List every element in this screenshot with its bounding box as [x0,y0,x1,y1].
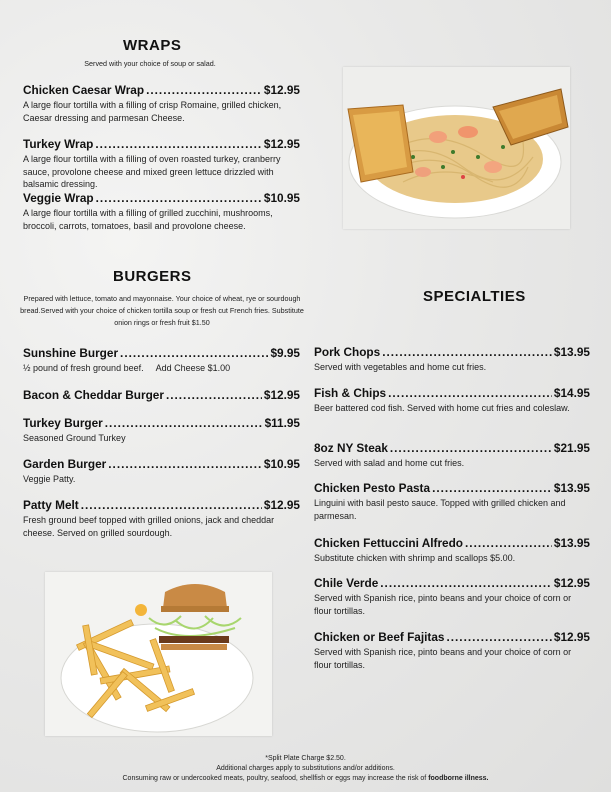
item-description: Beer battered cod fish. Served with home cut fries and coleslaw. [314,403,570,413]
item-name: Bacon & Cheddar Burger [23,388,164,402]
item-name: Garden Burger [23,457,107,471]
menu-item-chicken-fettuccini-alfredo [314,536,590,565]
item-price: $13.95 [553,481,590,495]
pasta-photo [343,67,570,229]
item-price: $12.95 [263,137,300,151]
item-name: Pork Chops [314,345,381,359]
item-price: $13.95 [553,536,590,550]
menu-item-pork-chops [314,345,590,374]
footer-notes [0,754,611,784]
leader-dots [380,576,552,590]
specialties-title: SPECIALTIES [423,288,526,305]
item-description: Served with Spanish rice, pinto beans and your choice of corn or flour tortillas. [314,647,572,670]
item-description: Served with Spanish rice, pinto beans and your choice of corn or flour tortillas. [314,593,572,616]
split-plate-note: *Split Plate Charge $2.50. [265,755,346,762]
health-warning [0,774,611,784]
leader-dots [105,416,263,430]
item-price: $14.95 [553,386,590,400]
leader-dots [146,83,262,97]
item-price: $12.95 [263,388,300,402]
item-price: $12.95 [553,576,590,590]
leader-dots [382,345,552,359]
item-name: Patty Melt [23,498,79,512]
item-name: Chicken Fettuccini Alfredo [314,536,464,550]
item-price: $21.95 [553,441,590,455]
item-description: Substitute chicken with shrimp and scallops $5.00. [314,553,516,563]
item-price: $11.95 [264,416,300,430]
item-price: $9.95 [270,346,300,360]
item-description: ½ pound of fresh ground beef. Add Cheese $1.00 [23,363,231,373]
menu-item-chicken-caesar-wrap [23,83,300,124]
item-name: Chicken or Beef Fajitas [314,630,445,644]
item-description: Fresh ground beef topped with grilled onions, jack and cheddar cheese. Served on grilled sourdough. [23,515,275,538]
item-description: A large flour tortilla with a filling of grilled zucchini, mushrooms, broccoli, carrots, tomatoes, basil and provolone cheese. [23,208,273,231]
item-description: A large flour tortilla with a filling of crisp Romaine, grilled chicken, Caesar dressing and parmesan Cheese. [23,100,282,123]
burger-photo [45,572,272,736]
health-warning-text: Consuming raw or undercooked meats, poultry, seafood, shellfish or eggs may increase the risk of [122,775,427,782]
leader-dots [388,386,552,400]
item-name: Fish & Chips [314,386,387,400]
item-name: 8oz NY Steak [314,441,388,455]
leader-dots [432,481,552,495]
wraps-title: WRAPS [123,37,182,54]
burgers-note: Prepared with lettuce, tomato and mayonnaise. Your choice of wheat, rye or sourdough bread.Served with your choice of chicken tortilla soup or fresh cut French fries. Substitute onion rings or fresh fruit $1.50 [20,294,304,327]
menu-item-fish-chips [314,386,590,415]
item-price: $12.95 [263,498,300,512]
menu-item-turkey-burger [23,416,300,445]
menu-item-chile-verde [314,576,590,617]
menu-item-veggie-wrap [23,191,300,232]
item-name: Chile Verde [314,576,379,590]
item-description: Seasoned Ground Turkey [23,433,126,443]
leader-dots [446,630,551,644]
menu-item-ny-steak [314,441,590,470]
item-description: A large flour tortilla with a filling of oven roasted turkey, cranberry sauce, provolone cheese and mixed green lettuce drizzled with balsamic dressing. [23,154,281,189]
wraps-note: Served with your choice of soup or salad. [84,59,216,68]
leader-dots [96,191,262,205]
leader-dots [95,137,262,151]
item-price: $10.95 [263,191,300,205]
item-description: Served with vegetables and home cut fries. [314,362,487,372]
substitution-note: Additional charges apply to substitutions and/or additions. [216,765,395,772]
item-name: Sunshine Burger [23,346,119,360]
item-name: Chicken Pesto Pasta [314,481,431,495]
health-warning-bold: foodborne illness. [428,775,489,782]
menu-item-turkey-wrap [23,137,300,191]
menu-item-patty-melt [23,498,300,539]
leader-dots [108,457,262,471]
leader-dots [81,498,262,512]
item-price: $10.95 [263,457,300,471]
item-price: $12.95 [553,630,590,644]
item-price: $13.95 [553,345,590,359]
menu-item-fajitas [314,630,590,671]
menu-item-sunshine-burger [23,346,300,375]
item-name: Turkey Wrap [23,137,94,151]
leader-dots [120,346,268,360]
leader-dots [166,388,262,402]
item-name: Veggie Wrap [23,191,94,205]
item-price: $12.95 [263,83,300,97]
menu-item-chicken-pesto-pasta [314,481,590,522]
item-description: Served with salad and home cut fries. [314,458,465,468]
item-name: Chicken Caesar Wrap [23,83,145,97]
leader-dots [465,536,552,550]
menu-item-garden-burger [23,457,300,486]
burgers-title: BURGERS [113,268,192,285]
item-description: Veggie Patty. [23,474,76,484]
menu-item-bacon-cheddar-burger [23,388,300,402]
item-description: Linguini with basil pesto sauce. Topped with grilled chicken and parmesan. [314,498,566,521]
leader-dots [390,441,552,455]
item-name: Turkey Burger [23,416,103,430]
